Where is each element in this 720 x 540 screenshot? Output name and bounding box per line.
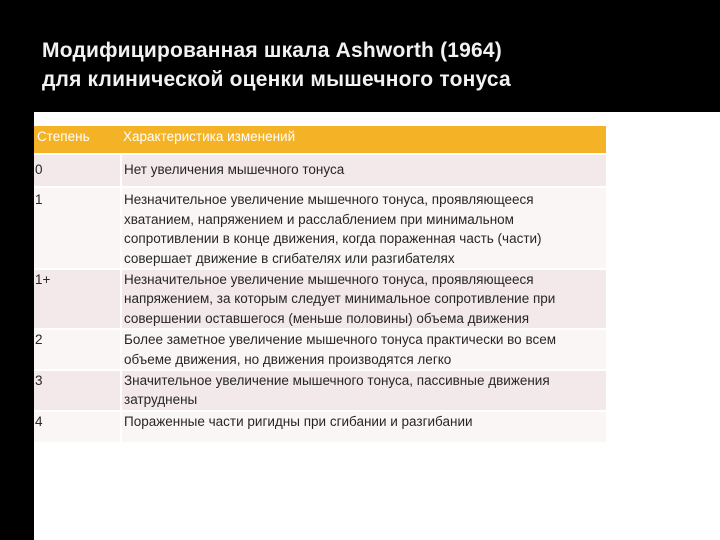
slide-title (42, 36, 682, 94)
description-cell: Незначительное увеличение мышечного тонуса, проявляющееся напряжением, за которым следует минимальное сопротивление при совершении оставшегося (меньше половины) объема движения (121, 269, 606, 329)
left-accent-bar (0, 112, 34, 540)
degree-cell: 1 (34, 187, 121, 269)
ashworth-scale-table (34, 126, 606, 442)
degree-cell: 1+ (34, 269, 121, 329)
description-cell: Значительное увеличение мышечного тонуса, пассивные движения затруднены (121, 370, 606, 411)
table-row (34, 370, 606, 411)
table-header-row (34, 126, 606, 154)
table-row (34, 154, 606, 187)
description-cell: Более заметное увеличение мышечного тонуса практически во всем объеме движения, но движения производятся легко (121, 329, 606, 370)
degree-cell: 0 (34, 154, 121, 187)
degree-cell: 2 (34, 329, 121, 370)
slide-title-line-2: для клинической оценки мышечного тонуса (42, 68, 511, 91)
header-degree: Степень (37, 129, 90, 144)
slide-title-line-1: Модифицированная шкала Ashworth (1964) (42, 39, 503, 62)
description-cell: Незначительное увеличение мышечного тонуса, проявляющееся хватанием, напряжением и расслаблением при минимальном сопротивлении в конце движения, когда пораженная часть (части) совершает движение в сгибателях или разгибателях (121, 187, 606, 269)
header-characteristic: Характеристика изменений (123, 129, 296, 144)
description-cell: Пораженные части ригидны при сгибании и разгибании (121, 411, 606, 442)
description-cell: Нет увеличения мышечного тонуса (121, 154, 606, 187)
table-row (34, 187, 606, 269)
degree-cell: 4 (34, 411, 121, 442)
table-row (34, 329, 606, 370)
title-band (0, 0, 720, 112)
table-row (34, 269, 606, 329)
table-row (34, 411, 606, 442)
degree-cell: 3 (34, 370, 121, 411)
